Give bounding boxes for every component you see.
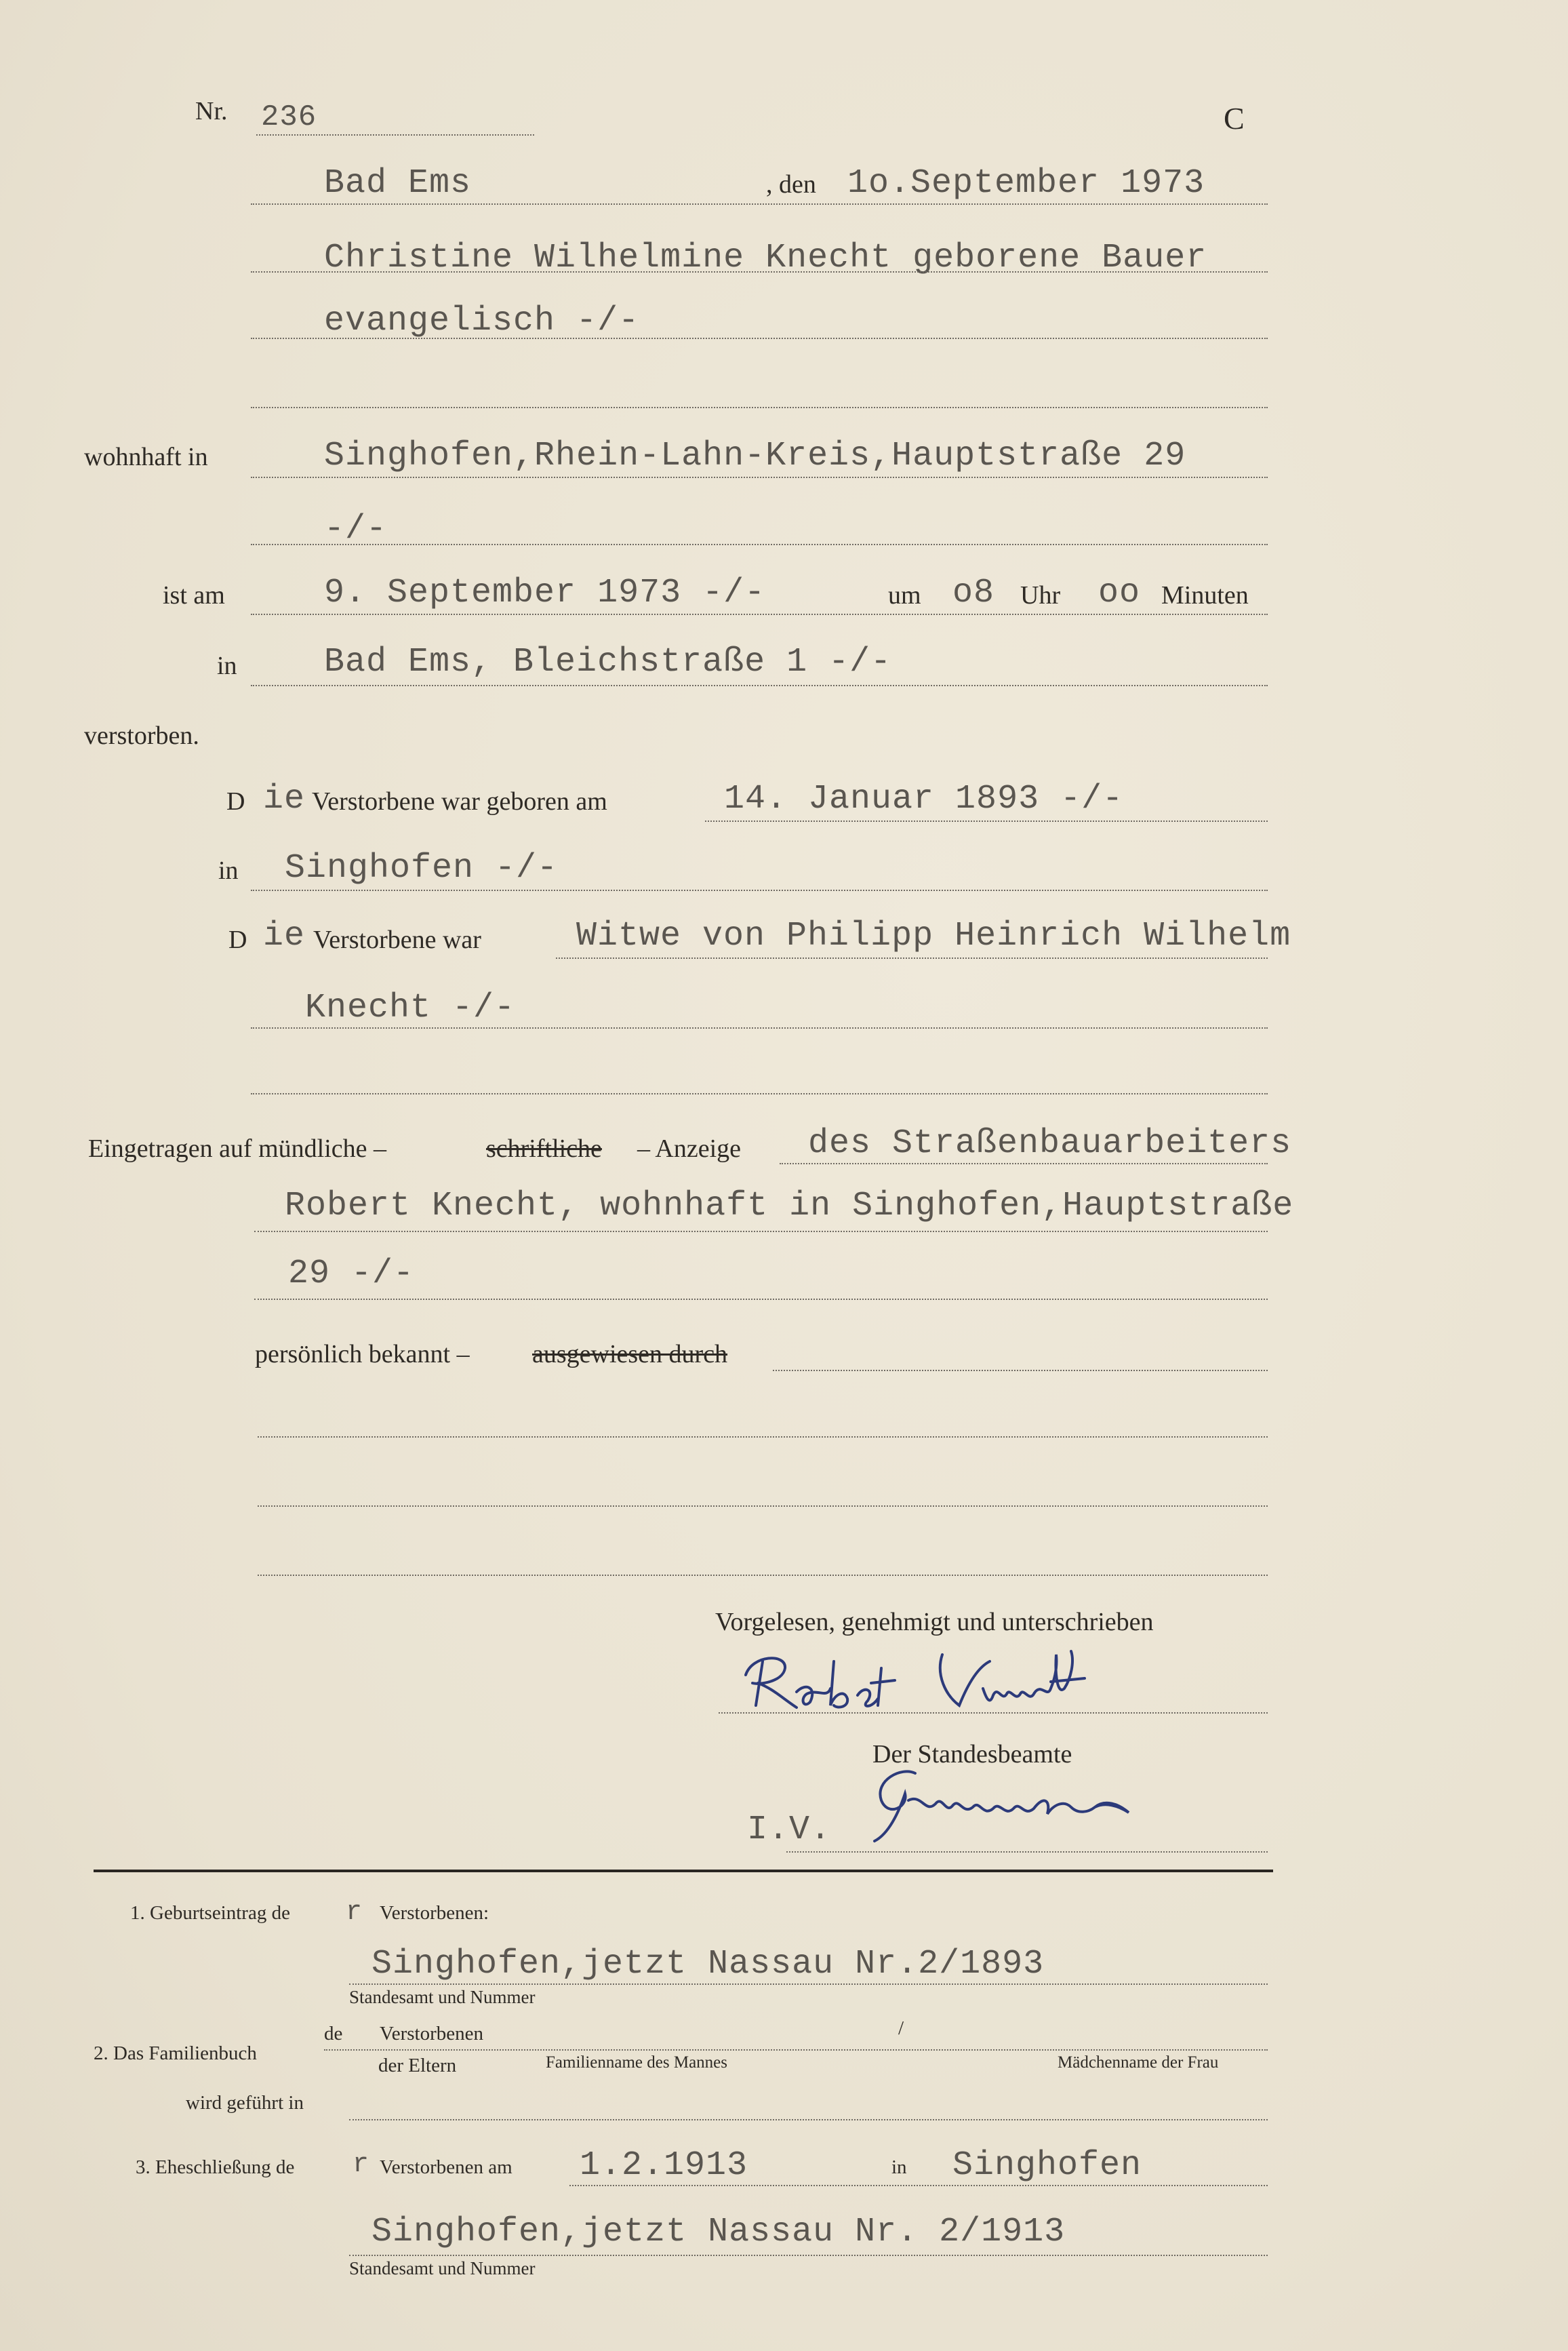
registrar-signature (861, 1753, 1213, 1861)
report-line-2 (254, 1231, 1268, 1232)
footer-item1-label2: Verstorbenen: (380, 1902, 489, 1924)
nr-line (256, 134, 534, 136)
nr-value: 236 (261, 100, 317, 134)
birth-text: Verstorbene war geboren am (312, 787, 607, 816)
footer-item3-line-2 (349, 2255, 1268, 2256)
verstorben-label: verstorben. (84, 722, 199, 750)
birth-date-value: 14. Januar 1893 -/- (724, 780, 1124, 818)
blank-line-3 (258, 1436, 1268, 1438)
religion-line (251, 338, 1268, 339)
footer-divider (94, 1870, 1273, 1872)
birth-d-label: D (226, 787, 245, 816)
footer-item2-slash: / (898, 2017, 904, 2039)
report-prefix: Eingetragen auf mündliche – (88, 1134, 387, 1163)
blank-line-5 (258, 1575, 1268, 1576)
form-letter: C (1224, 101, 1245, 136)
marital-line (556, 957, 1268, 959)
blank-line-1 (251, 407, 1268, 408)
birth-ie: ie (263, 780, 306, 818)
date-value: 1o.September 1973 (847, 164, 1205, 203)
report-suffix: – Anzeige (637, 1134, 742, 1163)
birth-place-value: Singhofen -/- (285, 849, 559, 888)
identity-prefix: persönlich bekannt – (255, 1340, 470, 1368)
footer-item3-label: 3. Eheschließung de (136, 2156, 295, 2178)
footer-item2-eltern: der Eltern (378, 2055, 457, 2076)
footer-caption-wife: Mädchenname der Frau (1058, 2053, 1219, 2072)
residence-line-2 (251, 544, 1268, 545)
signature-line (719, 1712, 1268, 1714)
footer-item1-value: Singhofen,jetzt Nassau Nr.2/1893 (371, 1945, 1045, 1983)
date-line (251, 203, 1268, 205)
footer-caption-husband: Familienname des Mannes (546, 2053, 727, 2072)
footer-item1-line (349, 1983, 1268, 1985)
death-hour: o8 (952, 574, 995, 612)
nr-label: Nr. (195, 97, 228, 125)
birth-date-line (705, 821, 1268, 822)
name-line (251, 271, 1268, 273)
footer-item2-gefuehrt: wird geführt in (186, 2092, 304, 2114)
registrar-line (786, 1851, 1268, 1853)
footer-item3-caption: Standesamt und Nummer (349, 2258, 536, 2278)
report-line3: 29 -/- (288, 1254, 415, 1293)
uhr-label: Uhr (1020, 581, 1061, 610)
marital-line1: Witwe von Philipp Heinrich Wilhelm (576, 917, 1291, 955)
footer-item1-suffix: r (346, 1897, 363, 1928)
report-line1: des Straßenbauarbeiters (808, 1124, 1292, 1163)
blank-line-2 (251, 1093, 1268, 1094)
footer-item2-line-2 (349, 2119, 1268, 2120)
footer-item3-in: in (891, 2156, 907, 2178)
marital-d-label: D (228, 926, 247, 954)
footer-item3-suffix: r (353, 2150, 370, 2180)
birth-place-label: in (218, 856, 239, 885)
closing-text: Vorgelesen, genehmigt und unterschrieben (715, 1608, 1154, 1636)
residence-line1: Singhofen,Rhein-Lahn-Kreis,Hauptstraße 29 (324, 437, 1186, 475)
death-minute: oo (1098, 574, 1141, 612)
report-line (780, 1163, 1268, 1164)
religion-value: evangelisch -/- (324, 302, 640, 340)
deceased-name: Christine Wilhelmine Knecht geborene Bauer (324, 239, 1207, 277)
footer-item1-caption: Standesamt und Nummer (349, 1987, 536, 2007)
footer-item3-place: Singhofen (952, 2146, 1142, 2185)
death-place-label: in (217, 652, 237, 680)
footer-item3-label2: Verstorbenen am (380, 2156, 512, 2178)
birth-place-line (251, 890, 1268, 891)
minuten-label: Minuten (1161, 581, 1249, 610)
death-place-value: Bad Ems, Bleichstraße 1 -/- (324, 643, 892, 681)
death-date-value: 9. September 1973 -/- (324, 574, 766, 612)
marital-text: Verstorbene war (313, 926, 481, 954)
informant-signature (732, 1641, 1166, 1729)
blank-line-4 (258, 1505, 1268, 1507)
den-label: , den (766, 170, 816, 199)
footer-item3-line (569, 2185, 1268, 2186)
identity-struck: ausgewiesen durch (532, 1340, 728, 1368)
death-date-label: ist am (163, 581, 225, 610)
iv-label: I.V. (747, 1811, 832, 1849)
footer-item2-label: 2. Das Familienbuch (94, 2042, 257, 2064)
death-place-line (251, 685, 1268, 686)
footer-item3-date: 1.2.1913 (580, 2146, 748, 2185)
marital-line2: Knecht -/- (305, 989, 516, 1027)
residence-line (251, 477, 1268, 478)
marital-line-2 (251, 1027, 1268, 1029)
footer-item2-verstorbenen: Verstorbenen (380, 2023, 484, 2044)
identity-line (773, 1370, 1268, 1371)
marital-ie: ie (263, 917, 306, 955)
report-line2: Robert Knecht, wohnhaft in Singhofen,Hauptstraße (285, 1187, 1294, 1225)
residence-label: wohnhaft in (84, 443, 208, 471)
report-line-3 (254, 1299, 1268, 1300)
footer-item2-de: de (324, 2023, 343, 2044)
um-label: um (888, 581, 921, 610)
footer-item1-label: 1. Geburtseintrag de (130, 1902, 290, 1924)
footer-item2-line (324, 2049, 1268, 2051)
death-date-line (251, 614, 1268, 615)
residence-line2: -/- (324, 510, 388, 549)
place-value: Bad Ems (324, 164, 472, 203)
report-struck-written: schriftliche (486, 1134, 602, 1163)
registrar-label: Der Standesbeamte (872, 1740, 1072, 1769)
footer-item3-value: Singhofen,jetzt Nassau Nr. 2/1913 (371, 2213, 1066, 2251)
